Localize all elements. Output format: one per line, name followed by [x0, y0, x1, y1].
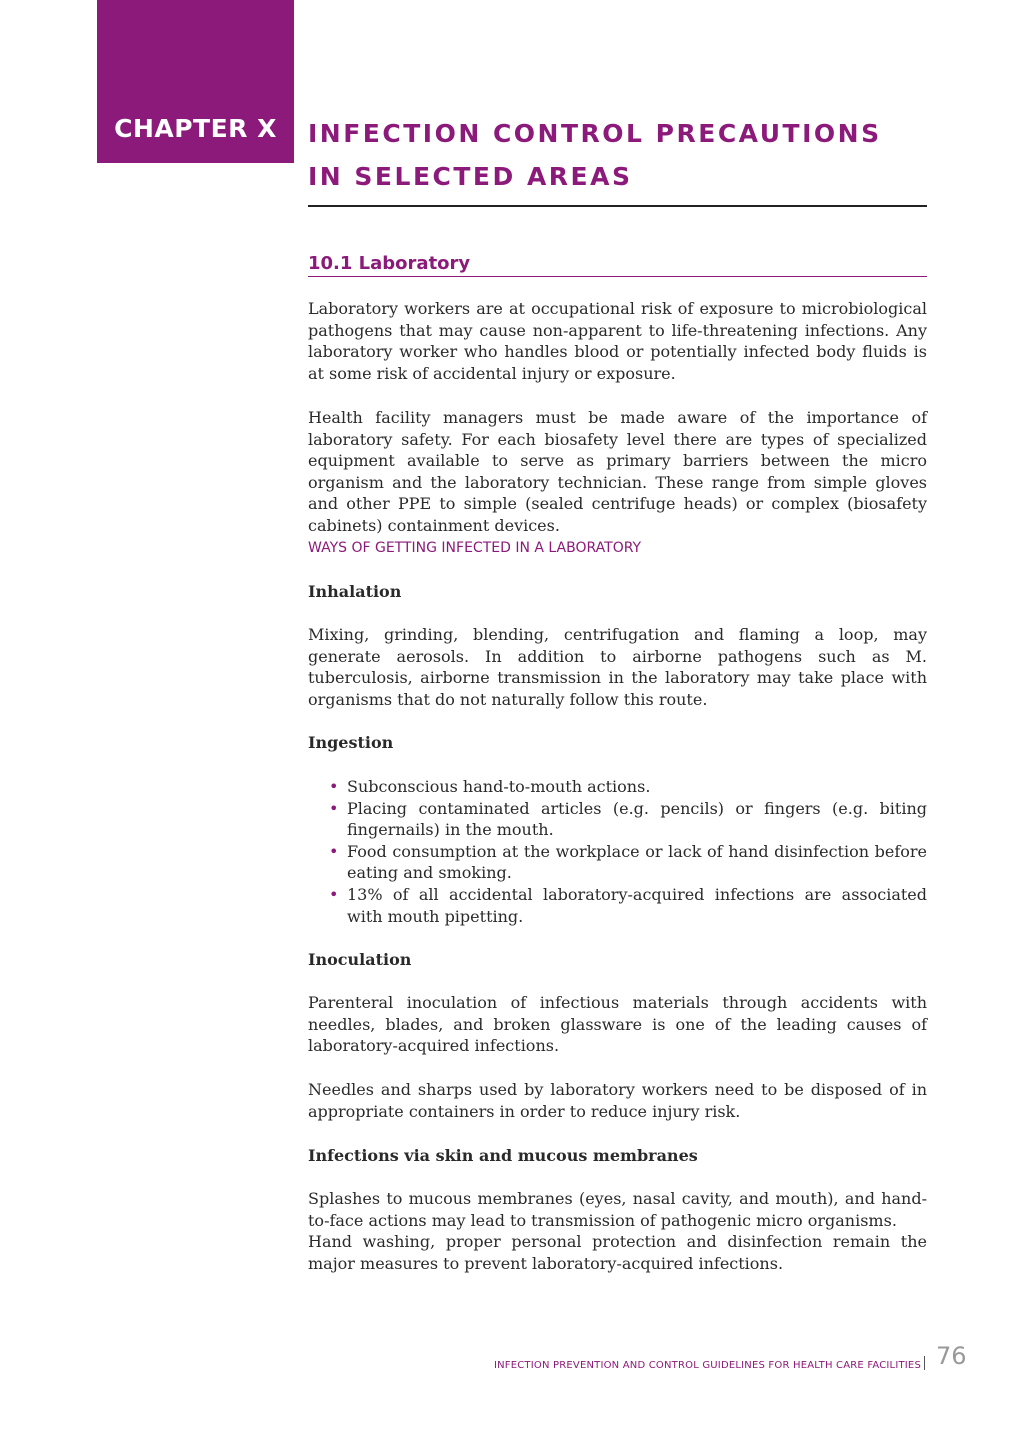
footer-separator [924, 1356, 925, 1370]
list-item-text: Placing contaminated articles (e.g. pencils) or fingers (e.g. biting fingernails) in the mouth. [347, 798, 927, 840]
intro-paragraph-2: Health facility managers must be made aware of the importance of laboratory safety. For each biosafety level there are types of specialized equipment available to serve as primary barriers between the micro organism and the laboratory technician. These range from simple gloves and other PPE to simple (sealed centrifuge heads) or complex (biosafety cabinets) containment devices. [308, 408, 927, 535]
title-divider [308, 205, 927, 207]
ingestion-heading: Ingestion [308, 733, 394, 752]
list-item-text: Subconscious hand-to-mouth actions. [347, 777, 651, 796]
chapter-title [308, 112, 928, 198]
ingestion-list [308, 776, 927, 927]
bullet-icon: • [329, 777, 339, 796]
inhalation-heading: Inhalation [308, 582, 402, 601]
chapter-title-line-2: IN SELECTED AREAS [308, 162, 633, 191]
list-item [308, 798, 927, 841]
chapter-label: CHAPTER X [114, 114, 277, 143]
list-item-text: 13% of all accidental laboratory-acquired infections are associated with mouth pipetting. [347, 884, 927, 926]
inhalation-paragraph: Mixing, grinding, blending, centrifugation and flaming a loop, may generate aerosols. In addition to airborne pathogens such as M. tuberculosis, airborne transmission in the laboratory may take place with organisms that do not naturally follow this route. [308, 625, 927, 709]
bullet-icon: • [329, 841, 339, 861]
list-item [308, 884, 927, 927]
list-item [308, 776, 927, 798]
bullet-icon: • [329, 798, 339, 818]
list-item [308, 841, 927, 884]
section-heading: 10.1 Laboratory [308, 253, 927, 277]
page-number: 76 [936, 1342, 967, 1370]
footer-title: INFECTION PREVENTION AND CONTROL GUIDELINES FOR HEALTH CARE FACILITIES [493, 1360, 921, 1371]
chapter-title-line-1: INFECTION CONTROL PRECAUTIONS [308, 119, 882, 148]
inoculation-heading: Inoculation [308, 950, 412, 969]
list-item-text: Food consumption at the workplace or lack of hand disinfection before eating and smoking. [347, 841, 927, 883]
inoculation-paragraph-1: Parenteral inoculation of infectious materials through accidents with needles, blades, and broken glassware is one of the leading causes of laboratory-acquired infections. [308, 993, 927, 1056]
intro-paragraph-1: Laboratory workers are at occupational risk of exposure to microbiological pathogens that may cause non-apparent to life-threatening infections. Any laboratory worker who handles blood or potentially infected body fluids is at some risk of accidental injury or exposure. [308, 299, 927, 383]
chapter-banner [97, 0, 294, 163]
ways-subheading: WAYS OF GETTING INFECTED IN A LABORATORY [308, 540, 642, 556]
skin-paragraph-2: Hand washing, proper personal protection and disinfection remain the major measures to prevent laboratory-acquired infections. [308, 1232, 927, 1273]
bullet-icon: • [329, 884, 339, 904]
skin-heading: Infections via skin and mucous membranes [308, 1146, 698, 1165]
inoculation-paragraph-2: Needles and sharps used by laboratory workers need to be disposed of in appropriate containers in order to reduce injury risk. [308, 1080, 927, 1121]
skin-paragraph-1: Splashes to mucous membranes (eyes, nasal cavity, and mouth), and hand-to-face actions may lead to transmission of pathogenic micro organisms. [308, 1189, 927, 1230]
